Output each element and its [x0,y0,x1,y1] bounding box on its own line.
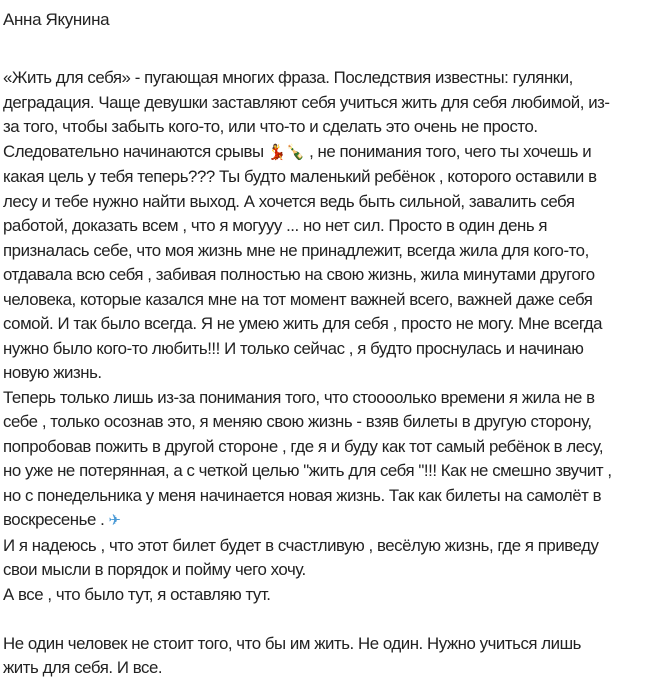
paragraph-break [3,607,670,632]
text-line: попробовав пожить в другой стороне , где я и буду как тот самый ребёнок в лесу, [3,436,604,456]
post-body [3,66,670,681]
text-line: призналась себе, что моя жизнь мне не принадлежит, всегда жила для кого-то, [3,240,589,260]
airplane-emoji-icon: ✈ [108,512,121,529]
text-line: но уже не потерянная, а с четкой целью "жить для себя "!!! Как не смешно звучит , [3,461,612,480]
text-line: человека, которые казался мне на тот момент важней всего, важней даже себя [3,289,593,309]
text-segment: , не понимания того, чего ты хочешь и [304,141,592,161]
text-line: какая цель у тебя теперь??? Ты будто маленький ребёнок , которого оставили в [3,167,597,186]
text-line: за того, чтобы забыть кого-то, или что-то и сделать это очень не просто. [3,117,538,136]
text-segment: Следовательно начинаются срывы [3,141,268,161]
text-line: себе , только осознав это, я меняю свою жизнь - взяв билеты в другую сторону, [3,412,592,431]
dancer-emoji-icon: 💃 [267,143,287,161]
text-line: отдавала всю себя , забивая полностью на свою жизнь, жила минутами другого [3,265,595,284]
text-line [3,508,663,534]
text-line: Теперь только лишь из-за понимания того, что стоооолько времени я жила не в [3,387,595,407]
text-line: сомой. И так было всегда. Я не умею жить для себя , просто не могу. Мне всегда [3,314,603,333]
text-line: жить для себя. И все. [3,658,163,677]
text-line: но с понедельника у меня начинается новая жизнь. Так как билеты на самолёт в [3,485,602,505]
text-line: лесу и тебе нужно найти выход. А хочется ведь быть сильной, завалить себя [3,191,575,211]
text-line: А все , что было тут, я оставляю тут. [3,584,271,604]
text-line: Не один человек не стоит того, что бы им жить. Не один. Нужно учиться лишь [3,633,582,653]
text-line: новую жизнь. [3,363,102,382]
text-line [3,140,663,166]
text-line: «Жить для себя» - пугающая многих фраза. Последствия известны: гулянки, [3,68,573,87]
text-line: деградация. Чаще девушки заставляют себя учиться жить для себя любимой, из- [3,92,610,112]
champagne-emoji-icon: 🍾 [286,143,305,161]
text-line: работой, доказать всем , что я могууу ... но нет сил. Просто в один день я [3,216,548,235]
text-segment: воскресенье . [3,510,109,529]
text-line: нужно было кого-то любить!!! И только сейчас , я будто проснулась и начинаю [3,338,584,358]
text-line: свои мысли в порядок и пойму чего хочу. [3,560,306,579]
author-name: Анна Якунина [3,10,110,29]
text-line: И я надеюсь , что этот билет будет в счастливую , весёлую жизнь, где я приведу [3,535,599,555]
